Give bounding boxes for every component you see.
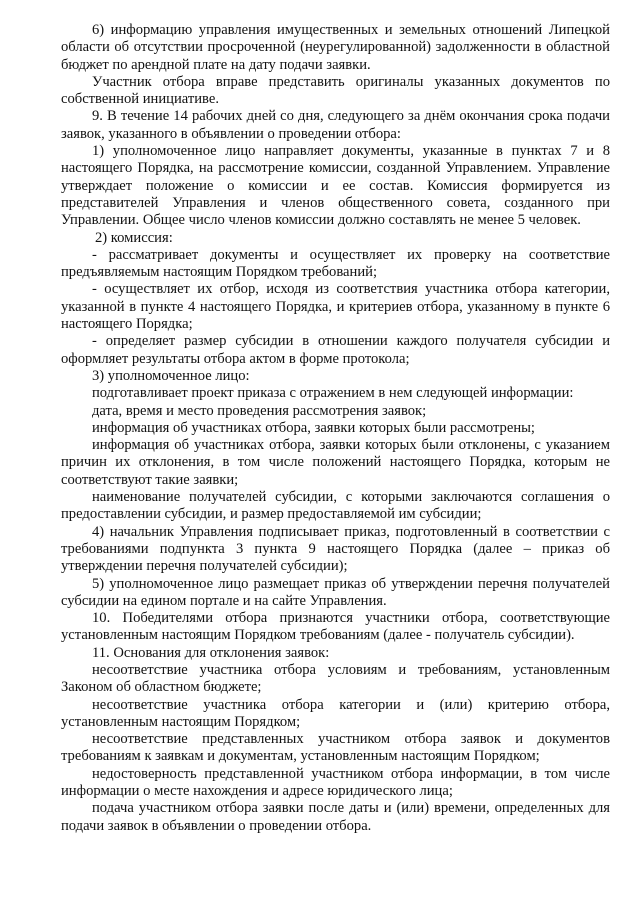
paragraph-commission-review: - рассматривает документы и осуществляет их проверку на соответствие предъявляемым настоящим Порядком требований; (61, 246, 610, 281)
paragraph-clause-9-5: 5) уполномоченное лицо размещает приказ об утверждении перечня получателей субсидии на едином портале и на сайте Управления. (61, 575, 610, 609)
paragraph-rejected: информация об участниках отбора, заявки которых были отклонены, с указанием причин их отклонения, в том числе положений настоящего Порядка, которым не соответствуют такие заявки; (61, 437, 610, 488)
paragraph-clause-9: 9. В течение 14 рабочих дней со дня, следующего за днём окончания срока подачи заявок, указанного в объявлении о проведении отбора: (61, 108, 610, 142)
paragraph-clause-9-2: 2) комиссия: (95, 229, 173, 246)
paragraph-reason-late: подача участником отбора заявки после даты и (или) времени, определенных для подачи заявок в объявлении о проведении отбора. (61, 800, 610, 834)
paragraph-clause-10: 10. Победителями отбора признаются участники отбора, соответствующие установленным настоящим Порядком требованиям (далее - получатель субсидии). (61, 610, 610, 644)
paragraph-date-time: дата, время и место проведения рассмотрения заявок; (92, 402, 427, 419)
paragraph-reviewed: информация об участниках отбора, заявки которых были рассмотрены; (92, 419, 535, 436)
paragraph-clause-9-4: 4) начальник Управления подписывает приказ, подготовленный в соответствии с требованиями подпункта 3 пункта 9 настоящего Порядка (далее – приказ об утверждении перечня получателей субсидии); (61, 523, 610, 575)
paragraph-clause-9-1: 1) уполномоченное лицо направляет документы, указанные в пунктах 7 и 8 настоящего Порядка, на рассмотрение комиссии, созданной Управлением. Управление утверждает положение о комиссии и ее состав. Комиссия формируется из представителей Управления и членов общественного совета, созданного при Управлении. Общее число членов комиссии должно составлять не менее 5 человек. (61, 143, 610, 229)
paragraph-reason-conditions: несоответствие участника отбора условиям и требованиям, установленным Законом об областном бюджете; (61, 661, 610, 696)
paragraph-commission-amount: - определяет размер субсидии в отношении каждого получателя субсидии и оформляет результаты отбора актом в форме протокола; (61, 333, 610, 367)
paragraph-recipients: наименование получателей субсидии, с которыми заключаются соглашения о предоставлении субсидии, и размер предоставляемой им субсидии; (61, 489, 610, 523)
paragraph-reason-documents: несоответствие представленных участником отбора заявок и документов требованиям к заявкам и документам, установленным настоящим Порядком; (61, 731, 610, 765)
paragraph-item-6-info: 6) информацию управления имущественных и земельных отношений Липецкой области об отсутствии просроченной (неурегулированной) задолженности в областной бюджет по арендной плате на дату подачи заявки. (61, 22, 610, 73)
paragraph-reason-inaccuracy: недостоверность представленной участником отбора информации, в том числе информации о месте нахождения и адресе юридического лица; (61, 765, 610, 800)
paragraph-reason-category: несоответствие участника отбора категории и (или) критерию отбора, установленным настоящим Порядком; (61, 696, 610, 730)
paragraph-commission-selection: - осуществляет их отбор, исходя из соответствия участника отбора категории, указанной в пункте 4 настоящего Порядка, и критериев отбора, указанному в пункте 6 настоящего Порядка; (61, 281, 610, 333)
paragraph-originals: Участник отбора вправе представить оригиналы указанных документов по собственной инициативе. (61, 73, 610, 108)
paragraph-clause-9-3: 3) уполномоченное лицо: (92, 367, 250, 384)
document-body (61, 22, 610, 835)
paragraph-clause-11: 11. Основания для отклонения заявок: (92, 644, 330, 661)
paragraph-prepare-order: подготавливает проект приказа с отражением в нем следующей информации: (92, 385, 574, 402)
